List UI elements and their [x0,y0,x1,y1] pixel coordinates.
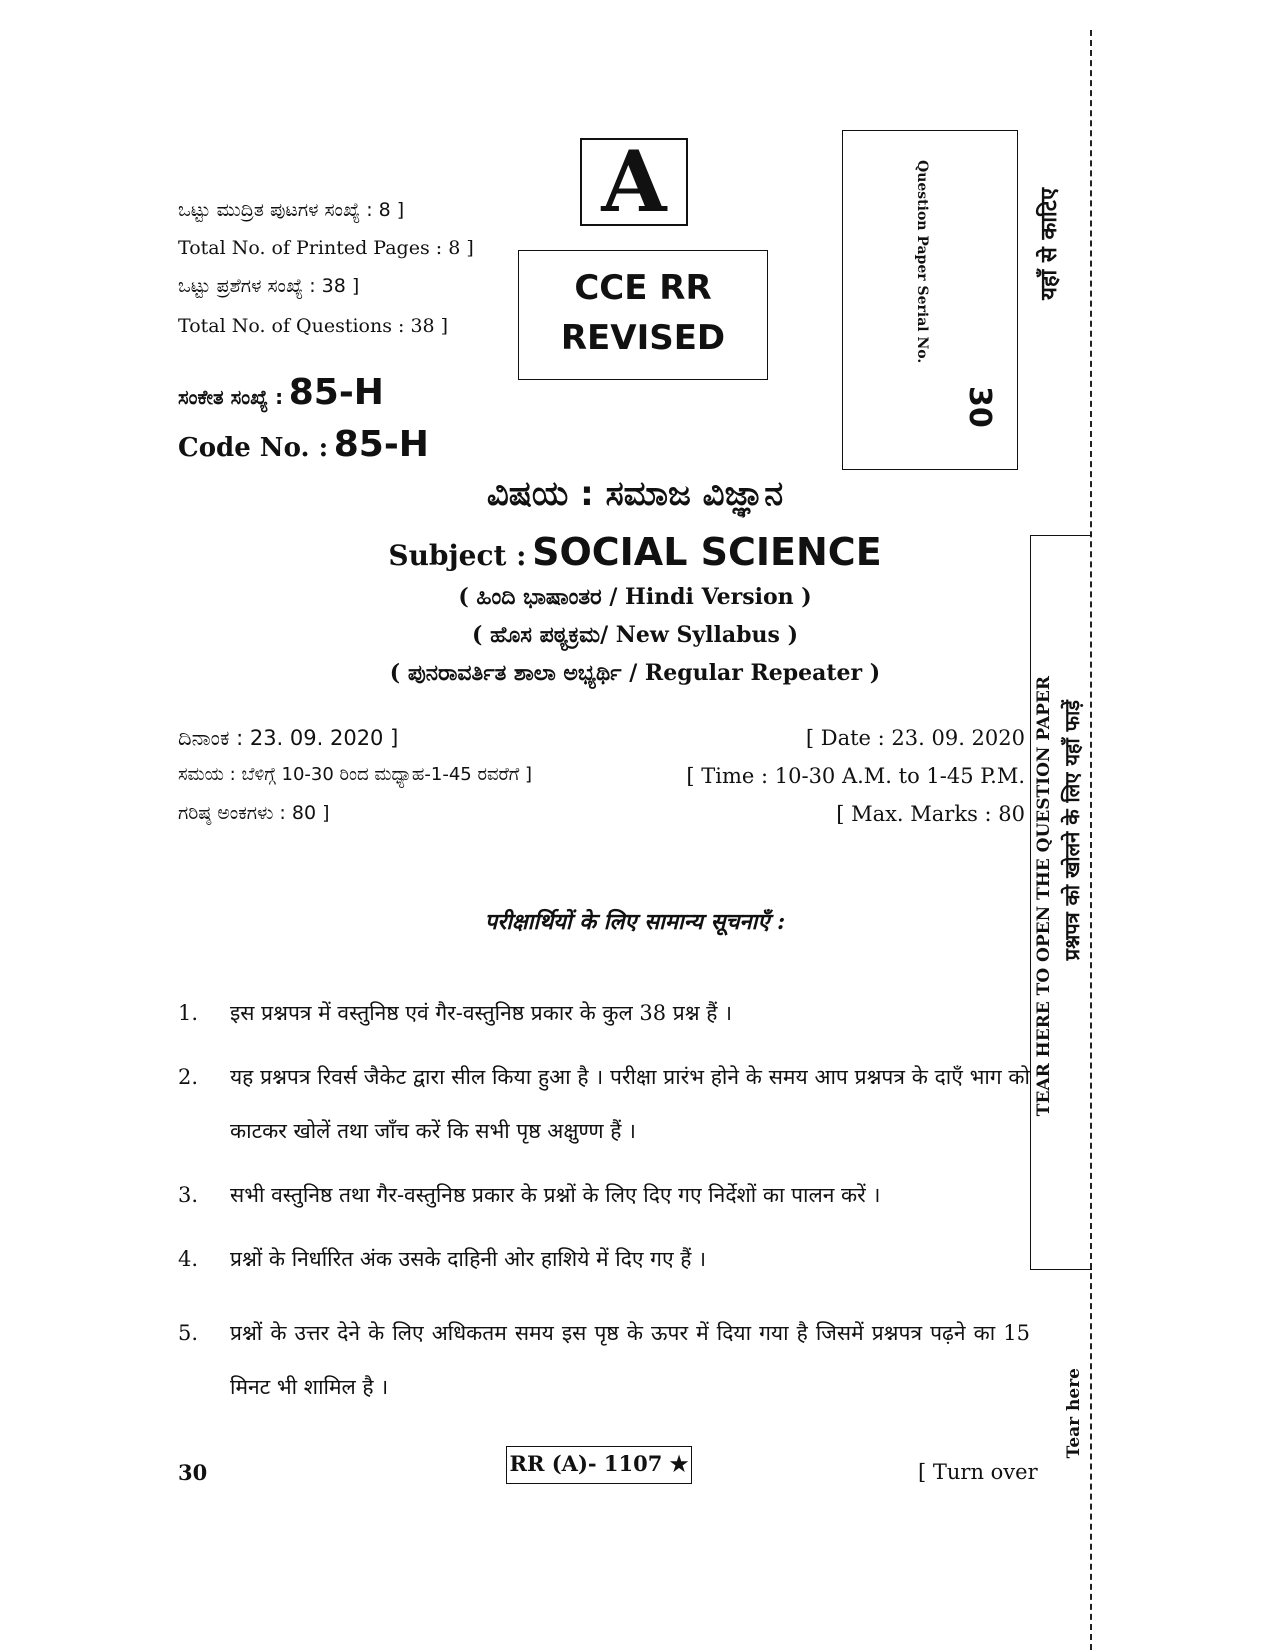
version-line: ( ಹಿಂದಿ ಭಾಷಾಂತರ / Hindi Version ) [458,584,812,610]
instruction-number: 4. [178,1247,199,1271]
candidate-line: ( ಪುನರಾವರ್ತಿತ ಶಾಲಾ ಅಭ್ಯರ್ಥಿ / Regular Repeater ) [389,660,881,686]
turn-over-note: [ Turn over [918,1460,1038,1484]
question-count: Total No. of Questions : 38 ] [178,315,449,337]
kannada-code-label: ಸಂಕೇತ ಸಂಖ್ಯೆ : [178,385,284,409]
cut-here-label: यहाँ से काटिए [1036,188,1062,300]
kannada-code-value: 85-H [288,372,384,413]
exam-date: [ Date : 23. 09. 2020 [805,726,1025,750]
code-number [178,424,429,465]
kannada-code-number [178,372,384,413]
subject-title [160,530,1110,574]
exam-type-box [518,250,768,380]
exam-type-line2: REVISED [560,318,726,358]
subject-kannada: ವಿಷಯ : ಸಮಾಜ ವಿಜ್ಞಾನ [486,474,784,514]
instruction-text: प्रश्नों के उत्तर देने के लिए अधिकतम समय इस पृष्ठ के ऊपर में दिया गया है जिसमें प्रश्नपत्र पढ़ने का 15 मिनट भी शामिल है । [230,1321,1030,1399]
subject-label: Subject : [388,539,527,572]
max-marks: [ Max. Marks : 80 [836,802,1025,826]
kannada-date: ದಿನಾಂಕ : 23. 09. 2020 ] [178,726,399,750]
instruction-text: सभी वस्तुनिष्ठ तथा गैर-वस्तुनिष्ठ प्रकार के प्रश्नों के लिए दिए गए निर्देशों का पालन करें । [230,1183,881,1207]
instructions-title: परीक्षार्थियों के लिए सामान्य सूचनाएँ : [484,909,786,935]
instruction-text: यह प्रश्नपत्र रिवर्स जैकेट द्वारा सील किया हुआ है । परीक्षा प्रारंभ होने के समय आप प्रश्नपत्र के दाएँ भाग को काटकर खोलें तथा जाँच करें कि सभी पृष्ठ अक्षुण्ण हैं । [230,1065,1030,1143]
kannada-printed-pages: ಒಟ್ಟು ಮುದ್ರಿತ ಪುಟಗಳ ಸಂಖ್ಯೆ : 8 ] [178,199,405,221]
tear-here-label: Tear here [1064,1368,1084,1459]
printed-pages: Total No. of Printed Pages : 8 ] [178,237,474,259]
kannada-max-marks: ಗರಿಷ್ಠ ಅಂಕಗಳು : 80 ] [178,802,330,824]
serial-number-label: Question Paper Serial No. [914,160,930,364]
series-letter-box: A [580,138,688,226]
instruction-number: 3. [178,1183,199,1207]
code-label: Code No. : [178,433,329,463]
exam-type-line1: CCE RR [574,268,712,308]
tear-instruction-english: TEAR HERE TO OPEN THE QUESTION PAPER [1034,676,1054,1117]
instruction-text: प्रश्नों के निर्धारित अंक उसके दाहिनी ओर हाशिये में दिए गए हैं । [230,1247,707,1271]
exam-time: [ Time : 10-30 A.M. to 1-45 P.M. [686,764,1025,788]
kannada-question-count: ಒಟ್ಟು ಪ್ರಶೆಗಳ ಸಂಖ್ಯೆ : 38 ] [178,275,360,297]
instruction-number: 5. [178,1321,199,1345]
code-value: 85-H [333,424,429,465]
instruction-text: इस प्रश्नपत्र में वस्तुनिष्ठ एवं गैर-वस्तुनिष्ठ प्रकार के कुल 38 प्रश्न हैं । [230,1001,733,1025]
instruction-number: 2. [178,1065,199,1089]
syllabus-line: ( ಹೊಸ ಪಠ್ಯಕ್ರಮ/ New Syllabus ) [472,622,798,648]
tear-instruction-hindi: प्रश्नपत्र को खोलने के लिए यहाँ फाड़ें [1060,700,1084,961]
serial-number-value: 30 [962,386,997,428]
kannada-time: ಸಮಯ : ಬೆಳಿಗ್ಗೆ 10-30 ರಿಂದ ಮಧ್ಯಾಹ-1-45 ರವರೆಗೆ ] [178,764,532,785]
instruction-number: 1. [178,1001,199,1025]
page-number: 30 [178,1460,208,1485]
subject-name: SOCIAL SCIENCE [532,530,882,574]
paper-code-box: RR (A)- 1107 ★ [506,1446,692,1484]
